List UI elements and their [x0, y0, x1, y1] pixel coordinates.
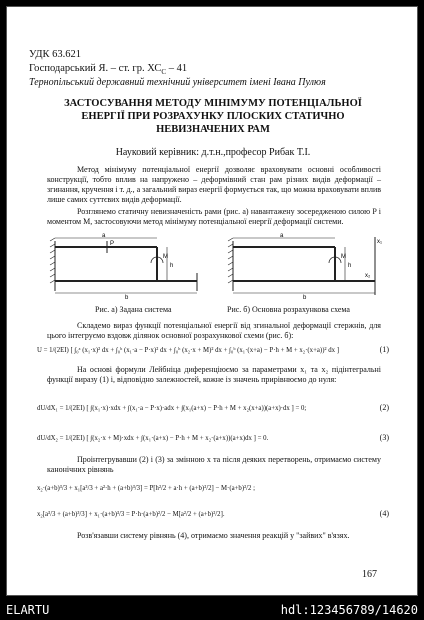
equation-1 [37, 345, 389, 356]
equation-2-number: (2) [379, 403, 389, 412]
author-group-tail: – 41 [166, 63, 188, 74]
equation-3-body: dU/dX₂ = 1/(2EI) [ ∫(x₂·x + M)·xdx + ∫(x₁·(a+x) − P·h + M + x₂·(a+x))(a+x)dx ] = 0. [37, 435, 269, 442]
figure-b-label-h: h [348, 263, 352, 269]
paragraph-1: Метод мінімуму потенціальної енергії дозволяє враховувати основні особливості конструкції, тобто вплив на напружено – деформівний стан рам різних видів деформації – згинання, кручення і т. д., а загальний вираз енергії формується так, що можна враховувати вплив лише самих суттєвих видів деформації. [47, 165, 381, 204]
footer-handle-link[interactable]: hdl:123456789/14620 [280, 603, 418, 617]
equation-1-body: U = 1/(2EI) [ ∫₀ᵃ (x₁·x)² dx + ∫₀ᵇ (x₁·a − P·x)² dx + ∫₀ʰ (x₂·x + M)² dx + ∫₀ᵇ (x₁·(x+a) − P·h + M + x₂·(x+a))² dx ] [37, 347, 339, 354]
author-name: Господарський Я. – ст. гр. ХС [29, 63, 162, 74]
footer-bar [0, 598, 424, 620]
caption-figure-a: Рис. а) Задана система [95, 305, 172, 314]
equation-4a-body: x₂·(a+b)³/3 + x₁[a³/3 + a²·h + (a+b)³/3] = P[h²/2 + a·h + (a+b)²/2] − M·(a+b)²/2 ; [37, 485, 256, 492]
figure-b-label-b: b [303, 295, 307, 301]
udk-code: УДК 63.621 [29, 49, 82, 60]
figure-b-label-x1: x₁ [377, 239, 383, 245]
equation-4b-body: x₂[a³/3 + (a+b)³/3] + x₁·(a+b)³/3 = P·h·(a+b)²/2 − M[a²/2 + (a+b)²/2]. [37, 511, 225, 518]
paragraph-4: На основі формули Лейбніца диференціюємо за параметрами x₁ та x₂ підінтегральні функції виразу (1) і, відповідно залежностей, кожне із значень прирівнюємо до нуля: [47, 365, 381, 384]
caption-figure-b: Рис. б) Основна розрахункова схема [227, 305, 350, 314]
supervisor-line: Науковий керівник: д.т.н.,професор Рибак Т.І. [115, 147, 311, 158]
paragraph-2: Розглянемо статичну невизначеність рами (рис. а) навантажену зосередженою силою P і моментом M, застосовуючи метод мінімуму потенціальної енергії деформації системи. [47, 207, 381, 226]
equation-2-body: dU/dX₁ = 1/(2EI) [ ∫(x₁·x)·xdx + ∫(x₁·a − P·x)·adx + ∫(x₁(a+x) − P·h + M + x₂(x+a))(a+x)·dx ] = 0; [37, 405, 307, 412]
figure-b-base-scheme [225, 233, 385, 303]
figure-b-label-a: a [280, 233, 284, 239]
author-line [29, 63, 187, 76]
footer-repository-name: ELARTU [6, 603, 50, 617]
equation-4a [37, 483, 389, 494]
figure-b-label-M: M [341, 254, 346, 260]
document-page [6, 6, 418, 596]
university-name: Тернопільський державний технічний університет імені Івана Пулюя [29, 77, 326, 88]
equation-3-number: (3) [379, 433, 389, 442]
figure-a-label-P: P [110, 241, 115, 247]
equation-4-number: (4) [379, 509, 389, 518]
title-line-2: ЕНЕРГІЇ ПРИ РОЗРАХУНКУ ПЛОСКИХ СТАТИЧНО [81, 111, 345, 122]
title-line-3: НЕВИЗНАЧЕНИХ РАМ [156, 124, 270, 135]
equation-4b [37, 509, 389, 520]
author-group-sub: С [161, 68, 167, 77]
paragraph-3: Складемо вираз функції потенціальної енергії від згинальної деформації стержнів, для цього інтегруємо вздовж ділянок основної розрахункової схеми (рис. б): [47, 321, 381, 340]
figure-a-label-h: h [170, 263, 174, 269]
paper-title [27, 97, 399, 136]
figure-a-label-a: a [102, 233, 106, 239]
figure-a-label-b: b [125, 295, 129, 301]
figure-a-label-M: M [163, 254, 168, 260]
paragraph-6: Розв'язавши систему рівнянь (4), отримаємо значення реакцій у "зайвих" в'язях. [77, 531, 350, 540]
equation-3 [37, 433, 389, 444]
paragraph-5: Проінтегрувавши (2) і (3) за змінною x та після деяких перетворень, отримаємо систему канонічних рівнянь [47, 455, 381, 474]
title-line-1: ЗАСТОСУВАННЯ МЕТОДУ МІНІМУМУ ПОТЕНЦІАЛЬНОЇ [64, 98, 362, 109]
figure-a-given-system [47, 233, 207, 303]
page-number: 167 [362, 569, 377, 580]
equation-1-number: (1) [379, 345, 389, 354]
equation-2 [37, 403, 389, 414]
figure-b-label-x2: x₂ [365, 273, 371, 279]
